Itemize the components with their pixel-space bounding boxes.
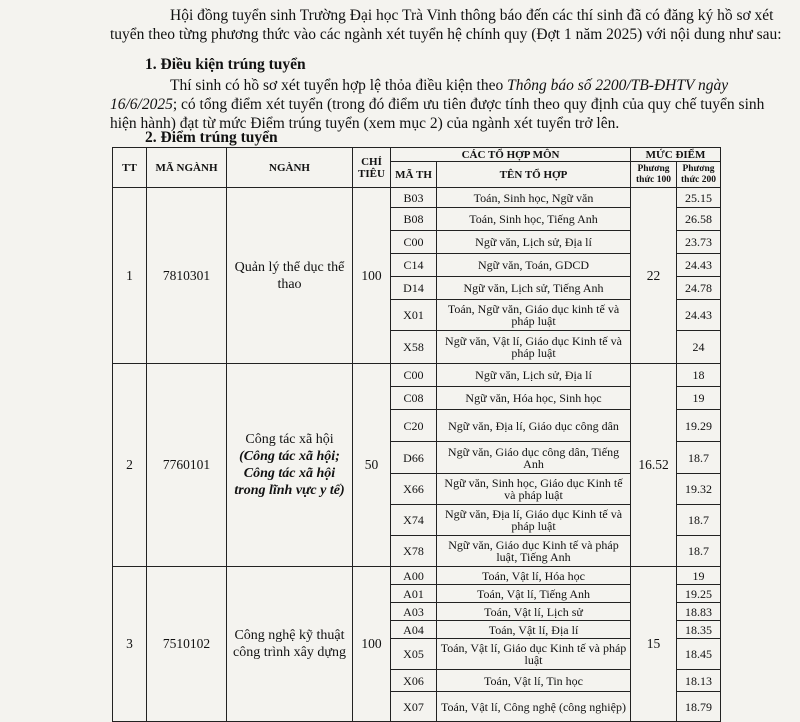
score-pt200: 18.79 <box>677 692 721 722</box>
combo-name: Toán, Sinh học, Ngữ văn <box>437 188 631 208</box>
major-name: Công nghệ kỹ thuật công trình xây dựng <box>233 628 346 660</box>
combo-name: Toán, Vật lí, Công nghệ (công nghiệp) <box>437 692 631 722</box>
combo-code: C00 <box>391 231 437 254</box>
major-tt: 1 <box>113 188 147 364</box>
combo-name: Ngữ văn, Lịch sử, Địa lí <box>437 364 631 387</box>
combo-name: Ngữ văn, Địa lí, Giáo dục công dân <box>437 410 631 442</box>
combo-name: Ngữ văn, Giáo dục Kinh tế và pháp luật, Tiếng Anh <box>437 536 631 567</box>
combo-code: A04 <box>391 621 437 639</box>
combo-code: C00 <box>391 364 437 387</box>
combo-code: X06 <box>391 670 437 692</box>
combo-code: C20 <box>391 410 437 442</box>
major-tt: 3 <box>113 567 147 722</box>
combo-code: D66 <box>391 442 437 474</box>
intro-paragraph: Hội đồng tuyển sinh Trường Đại học Trà Vinh thông báo đến các thí sinh đã có đăng ký hồ sơ xét tuyển theo từng phương thức vào các ngành xét tuyển hệ chính quy (Đợt 1 năm 2025) với nội dung như sau: <box>110 7 782 43</box>
major-name-cell <box>227 567 353 722</box>
combo-name: Toán, Ngữ văn, Giáo dục kinh tế và pháp luật <box>437 300 631 331</box>
major-quota: 100 <box>353 567 391 722</box>
major-tt: 2 <box>113 364 147 567</box>
combo-name: Ngữ văn, Toán, GDCD <box>437 254 631 277</box>
combo-code: X58 <box>391 331 437 364</box>
header-pt200: Phương thức 200 <box>677 162 721 188</box>
combo-name: Toán, Vật lí, Tin học <box>437 670 631 692</box>
combo-name: Ngữ văn, Lịch sử, Tiếng Anh <box>437 277 631 300</box>
major-name: Công tác xã hội <box>245 432 334 447</box>
header-to-hop-group: CÁC TỔ HỢP MÔN <box>391 148 631 162</box>
header-ten-to-hop: TÊN TỔ HỢP <box>437 162 631 188</box>
score-pt200: 19.32 <box>677 474 721 505</box>
major-name-cell <box>227 188 353 364</box>
header-chi-tieu: CHỈ TIÊU <box>353 148 391 188</box>
combo-code: C14 <box>391 254 437 277</box>
header-ma-th: MÃ TH <box>391 162 437 188</box>
combo-code: X05 <box>391 639 437 670</box>
combo-code: A00 <box>391 567 437 585</box>
major-code: 7810301 <box>147 188 227 364</box>
combo-name: Toán, Vật lí, Địa lí <box>437 621 631 639</box>
combo-code: X66 <box>391 474 437 505</box>
major-name-cell <box>227 364 353 567</box>
combo-code: X07 <box>391 692 437 722</box>
section-1-heading: 1. Điều kiện trúng tuyển <box>145 56 306 73</box>
score-pt200: 18.45 <box>677 639 721 670</box>
table-row <box>113 364 721 387</box>
major-quota: 50 <box>353 364 391 567</box>
combo-code: D14 <box>391 277 437 300</box>
major-quota: 100 <box>353 188 391 364</box>
header-ma-nganh: MÃ NGÀNH <box>147 148 227 188</box>
table-row <box>113 188 721 208</box>
score-pt200: 18.7 <box>677 505 721 536</box>
combo-code: X74 <box>391 505 437 536</box>
major-code: 7510102 <box>147 567 227 722</box>
combo-name: Ngữ văn, Giáo dục công dân, Tiếng Anh <box>437 442 631 474</box>
score-pt200: 18.7 <box>677 442 721 474</box>
combo-name: Ngữ văn, Hóa học, Sinh học <box>437 387 631 410</box>
combo-name: Ngữ văn, Sinh học, Giáo dục Kinh tế và pháp luật <box>437 474 631 505</box>
combo-name: Toán, Vật lí, Hóa học <box>437 567 631 585</box>
score-pt200: 19 <box>677 567 721 585</box>
header-pt100: Phương thức 100 <box>631 162 677 188</box>
score-pt100: 22 <box>631 188 677 364</box>
score-pt200: 24 <box>677 331 721 364</box>
table-row <box>113 567 721 585</box>
combo-code: A01 <box>391 585 437 603</box>
header-tt: TT <box>113 148 147 188</box>
score-pt200: 18.83 <box>677 603 721 621</box>
major-name: Quản lý thể dục thể thao <box>234 259 345 292</box>
score-pt100: 16.52 <box>631 364 677 567</box>
score-pt200: 18 <box>677 364 721 387</box>
score-pt100: 15 <box>631 567 677 722</box>
combo-name: Toán, Vật lí, Tiếng Anh <box>437 585 631 603</box>
score-pt200: 18.35 <box>677 621 721 639</box>
score-pt200: 24.78 <box>677 277 721 300</box>
score-pt200: 24.43 <box>677 254 721 277</box>
section-2-heading: 2. Điểm trúng tuyển <box>145 129 278 146</box>
header-muc-diem-group: MỨC ĐIỂM <box>631 148 721 162</box>
combo-name: Toán, Vật lí, Lịch sử <box>437 603 631 621</box>
score-pt200: 19.25 <box>677 585 721 603</box>
major-name-sub: (Công tác xã hội; Công tác xã hội trong lĩnh vực y tế) <box>234 449 345 498</box>
combo-code: A03 <box>391 603 437 621</box>
header-nganh: NGÀNH <box>227 148 353 188</box>
combo-name: Ngữ văn, Địa lí, Giáo dục Kinh tế và pháp luật <box>437 505 631 536</box>
combo-code: X01 <box>391 300 437 331</box>
combo-code: B03 <box>391 188 437 208</box>
admission-score-table <box>112 147 721 722</box>
combo-code: X78 <box>391 536 437 567</box>
major-code: 7760101 <box>147 364 227 567</box>
score-pt200: 25.15 <box>677 188 721 208</box>
combo-code: B08 <box>391 208 437 231</box>
score-pt200: 19.29 <box>677 410 721 442</box>
score-pt200: 24.43 <box>677 300 721 331</box>
combo-code: C08 <box>391 387 437 410</box>
score-pt200: 23.73 <box>677 231 721 254</box>
combo-name: Ngữ văn, Vật lí, Giáo dục Kinh tế và pháp luật <box>437 331 631 364</box>
score-pt200: 18.7 <box>677 536 721 567</box>
section-1-text: Thí sinh có hồ sơ xét tuyển hợp lệ thỏa điều kiện theo Thông báo số 2200/TB-ĐHTV ngày 16/6/2025; có tổng điểm xét tuyển (trong đó điểm ưu tiên được tính theo quy định của quy chế tuyển sinh hiện hành) đạt từ mức Điểm trúng tuyển (xem mục 2) của ngành xét tuyển trở lên. <box>110 77 765 132</box>
score-pt200: 18.13 <box>677 670 721 692</box>
combo-name: Ngữ văn, Lịch sử, Địa lí <box>437 231 631 254</box>
score-pt200: 19 <box>677 387 721 410</box>
combo-name: Toán, Sinh học, Tiếng Anh <box>437 208 631 231</box>
score-pt200: 26.58 <box>677 208 721 231</box>
combo-name: Toán, Vật lí, Giáo dục Kinh tế và pháp luật <box>437 639 631 670</box>
